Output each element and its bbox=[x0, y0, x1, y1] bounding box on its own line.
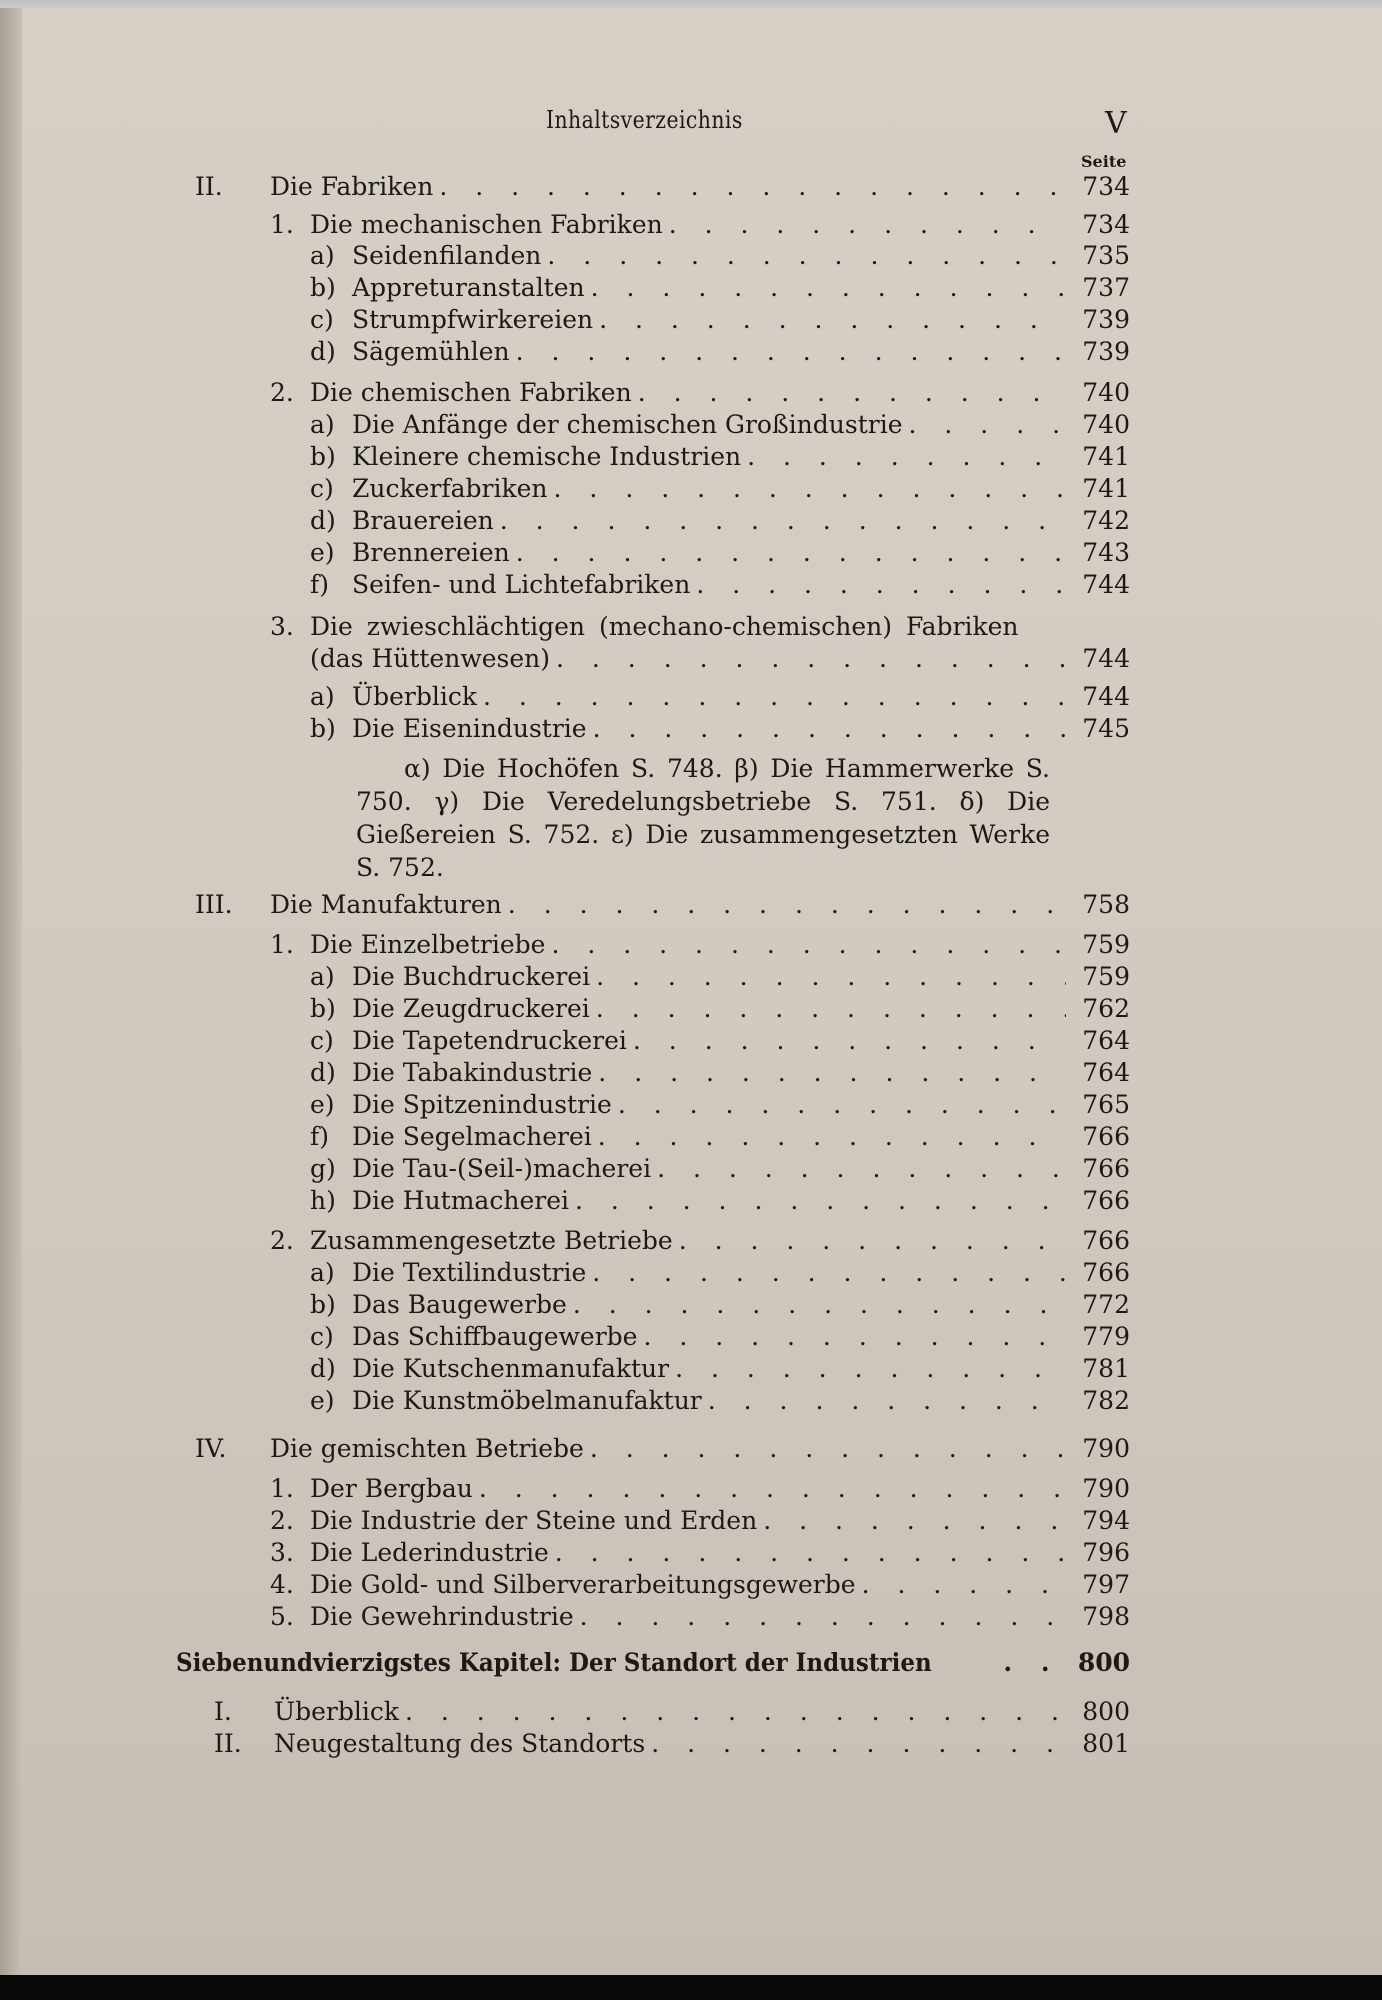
entry-title: Die Textilindustrie bbox=[352, 1258, 587, 1287]
entry-number: a) bbox=[310, 1258, 335, 1287]
toc-entry bbox=[310, 1386, 1130, 1416]
entry-number: d) bbox=[310, 1354, 336, 1383]
entry-title: Zuckerfabriken bbox=[352, 474, 548, 503]
dot-leader bbox=[598, 1122, 1066, 1152]
entry-number: a) bbox=[310, 241, 335, 270]
toc-entry bbox=[310, 682, 1130, 712]
toc-entry bbox=[310, 1154, 1130, 1184]
entry-number: II. bbox=[195, 172, 223, 201]
entry-number: a) bbox=[310, 410, 335, 439]
dot-leader bbox=[596, 962, 1066, 992]
entry-page: 737 bbox=[1082, 273, 1130, 302]
entry-number: c) bbox=[310, 305, 334, 334]
toc-entry bbox=[310, 1058, 1130, 1088]
dot-leader bbox=[500, 506, 1066, 536]
dot-leader bbox=[439, 172, 1066, 202]
entry-number: 2. bbox=[270, 378, 294, 407]
entry-title: Die Tabakindustrie bbox=[352, 1058, 593, 1087]
entry-title: Die mechanischen Fabriken bbox=[310, 210, 663, 239]
dot-leader bbox=[479, 1474, 1066, 1504]
dot-leader bbox=[598, 1058, 1066, 1088]
toc-entry bbox=[310, 442, 1130, 472]
entry-number: 2. bbox=[270, 1506, 294, 1535]
entry-number: 2. bbox=[270, 1226, 294, 1255]
dot-leader bbox=[747, 442, 1066, 472]
entry-title: Die Manufakturen bbox=[270, 890, 502, 919]
dot-leader bbox=[405, 1697, 1066, 1727]
toc-entry bbox=[310, 714, 1130, 744]
entry-title: Die Eisenindustrie bbox=[352, 714, 587, 743]
toc-entry bbox=[310, 538, 1130, 568]
entry-page: 800 bbox=[1082, 1697, 1130, 1726]
dot-leader bbox=[556, 644, 1066, 674]
dot-leader bbox=[592, 1258, 1066, 1288]
entry-page: 797 bbox=[1082, 1570, 1130, 1599]
entry-title: Die chemischen Fabriken bbox=[310, 378, 632, 407]
entry-page: 764 bbox=[1082, 1058, 1130, 1087]
entry-title: Zusammengesetzte Betriebe bbox=[310, 1226, 673, 1255]
entry-number: e) bbox=[310, 1386, 335, 1415]
entry-number: III. bbox=[195, 890, 233, 919]
toc-entry bbox=[195, 890, 1130, 920]
entry-number: 3. bbox=[270, 1538, 294, 1567]
entry-page: 741 bbox=[1082, 442, 1130, 471]
entry-number: b) bbox=[310, 442, 336, 471]
page-column-label: Seite bbox=[1081, 152, 1127, 171]
toc-entry bbox=[310, 337, 1130, 367]
entry-title: Sägemühlen bbox=[352, 337, 510, 366]
entry-page: 790 bbox=[1082, 1474, 1130, 1503]
entry-title: Neugestaltung des Standorts bbox=[274, 1729, 646, 1758]
dot-leader bbox=[596, 994, 1066, 1024]
entry-title: Die Kutschenmanufaktur bbox=[352, 1354, 670, 1383]
entry-title: Appreturanstalten bbox=[352, 273, 585, 302]
entry-title: Die Einzelbetriebe bbox=[310, 930, 546, 959]
entry-number: f) bbox=[310, 1122, 330, 1151]
entry-page: 782 bbox=[1082, 1386, 1130, 1415]
entry-title: Überblick bbox=[352, 682, 477, 711]
toc-entry bbox=[310, 1186, 1130, 1216]
entry-title: Brauereien bbox=[352, 506, 494, 535]
chapter-title: Siebenundvierzigstes Kapitel: Der Standort der Industrien bbox=[176, 1648, 932, 1677]
entry-page: 779 bbox=[1082, 1322, 1130, 1351]
dot-leader bbox=[573, 1290, 1066, 1320]
entry-page: 781 bbox=[1082, 1354, 1130, 1383]
toc-entry bbox=[270, 1570, 1130, 1600]
entry-title: Brennereien bbox=[352, 538, 510, 567]
entry-page: 800 bbox=[1077, 1648, 1130, 1677]
entry-number: b) bbox=[310, 1290, 336, 1319]
entry-title: Die Gewehrindustrie bbox=[310, 1602, 574, 1631]
toc-entry bbox=[270, 1226, 1130, 1256]
entry-page: 766 bbox=[1082, 1154, 1130, 1183]
entry-number: b) bbox=[310, 714, 336, 743]
dot-leader bbox=[599, 305, 1066, 335]
entry-title: Überblick bbox=[274, 1697, 399, 1726]
entry-page: 801 bbox=[1082, 1729, 1130, 1758]
dot-leader bbox=[516, 538, 1066, 568]
entry-page: 766 bbox=[1082, 1186, 1130, 1215]
chapter-heading bbox=[176, 1648, 1130, 1678]
toc-entry bbox=[270, 378, 1130, 408]
entry-number: 5. bbox=[270, 1602, 294, 1631]
page-number: V bbox=[1105, 106, 1128, 141]
entry-title: Das Schiffbaugewerbe bbox=[352, 1322, 638, 1351]
dot-leader bbox=[547, 241, 1066, 271]
dot-leader bbox=[669, 210, 1066, 240]
entry-title: Strumpfwirkereien bbox=[352, 305, 594, 334]
entry-page: 796 bbox=[1082, 1538, 1130, 1567]
entry-number: c) bbox=[310, 1322, 334, 1351]
dot-leader bbox=[633, 1026, 1066, 1056]
entry-title: Das Baugewerbe bbox=[352, 1290, 567, 1319]
entry-title: Die zwieschlächtigen (mechano-chemischen) Fabriken bbox=[310, 612, 1019, 641]
entry-title: Die Tapetendruckerei bbox=[352, 1026, 627, 1055]
toc-entry bbox=[310, 1122, 1130, 1152]
entry-page: 739 bbox=[1082, 305, 1130, 334]
entry-page: 740 bbox=[1082, 410, 1130, 439]
entry-title: Seifen- und Lichtefabriken bbox=[352, 570, 691, 599]
entry-title: Der Bergbau bbox=[310, 1474, 473, 1503]
entry-number: a) bbox=[310, 682, 335, 711]
toc-entry bbox=[310, 474, 1130, 504]
toc-entry bbox=[270, 1474, 1130, 1504]
toc-entry bbox=[270, 210, 1130, 240]
entry-title: Die Anfänge der chemischen Großindustrie bbox=[352, 410, 903, 439]
entry-number: d) bbox=[310, 337, 336, 366]
toc-entry bbox=[270, 612, 1130, 642]
toc-entry bbox=[310, 1322, 1130, 1352]
entry-title: Seidenfilanden bbox=[352, 241, 542, 270]
dot-leader bbox=[590, 1434, 1066, 1464]
toc-entry bbox=[195, 172, 1130, 202]
entry-page: 744 bbox=[1082, 682, 1130, 711]
entry-number: 1. bbox=[270, 210, 294, 239]
toc-entry-continuation bbox=[310, 644, 1130, 674]
entry-page: 744 bbox=[1082, 570, 1130, 599]
dot-leader bbox=[591, 273, 1066, 303]
entry-title: Die gemischten Betriebe bbox=[270, 1434, 584, 1463]
entry-page: 762 bbox=[1082, 994, 1130, 1023]
entry-page: 743 bbox=[1082, 538, 1130, 567]
toc-entry bbox=[270, 1506, 1130, 1536]
toc-entry bbox=[270, 1538, 1130, 1568]
dot-leader bbox=[580, 1602, 1066, 1632]
entry-page: 742 bbox=[1082, 506, 1130, 535]
entry-number: 4. bbox=[270, 1570, 294, 1599]
entry-number: a) bbox=[310, 962, 335, 991]
dot-leader bbox=[593, 714, 1066, 744]
entry-page: 734 bbox=[1082, 172, 1130, 201]
toc-entry bbox=[310, 506, 1130, 536]
entry-number: I. bbox=[214, 1697, 232, 1726]
toc-entry bbox=[310, 962, 1130, 992]
toc-entry bbox=[270, 930, 1130, 960]
dot-leader bbox=[483, 682, 1066, 712]
entry-title: Die Spitzenindustrie bbox=[352, 1090, 612, 1119]
entry-page: 794 bbox=[1082, 1506, 1130, 1535]
toc-entry bbox=[310, 305, 1130, 335]
entry-title: Die Fabriken bbox=[270, 172, 434, 201]
entry-number: d) bbox=[310, 506, 336, 535]
entry-title: Die Zeugdruckerei bbox=[352, 994, 590, 1023]
entry-number: b) bbox=[310, 994, 336, 1023]
toc-entry bbox=[270, 1602, 1130, 1632]
entry-page: 798 bbox=[1082, 1602, 1130, 1631]
entry-page: 764 bbox=[1082, 1026, 1130, 1055]
dot-leader bbox=[763, 1506, 1066, 1536]
toc-entry bbox=[310, 241, 1130, 271]
eisenindustrie-subsections: α) Die Hochöfen S. 748. β) Die Hammerwerke S. 750. γ) Die Veredelungsbetriebe S. 751. δ) Die Gießereien S. 752. ε) Die zusammengesetzten Werke S. 752. bbox=[356, 754, 1050, 882]
dot-leader bbox=[909, 410, 1066, 440]
toc-entry bbox=[310, 1290, 1130, 1320]
entry-page: 765 bbox=[1082, 1090, 1130, 1119]
entry-page: 739 bbox=[1082, 337, 1130, 366]
entry-number: b) bbox=[310, 273, 336, 302]
running-title: Inhaltsverzeichnis bbox=[546, 106, 743, 134]
entry-number: 1. bbox=[270, 930, 294, 959]
entry-title: Die Tau-(Seil-)macherei bbox=[352, 1154, 652, 1183]
toc-entry bbox=[195, 1434, 1130, 1464]
entry-page: 744 bbox=[1082, 644, 1130, 673]
toc-entry bbox=[310, 273, 1130, 303]
entry-page: 734 bbox=[1082, 210, 1130, 239]
dot-leader bbox=[862, 1570, 1066, 1600]
dot-leader bbox=[516, 337, 1066, 367]
entry-number: h) bbox=[310, 1186, 336, 1215]
entry-page: 766 bbox=[1082, 1258, 1130, 1287]
dot-leader bbox=[554, 474, 1066, 504]
toc-entry bbox=[310, 1090, 1130, 1120]
toc-entry bbox=[310, 570, 1130, 600]
dot-leader bbox=[657, 1154, 1066, 1184]
entry-number: e) bbox=[310, 1090, 335, 1119]
entry-number: g) bbox=[310, 1154, 336, 1183]
dot-leader bbox=[555, 1538, 1066, 1568]
toc-entry bbox=[310, 994, 1130, 1024]
entry-title: Die Hutmacherei bbox=[352, 1186, 569, 1215]
entry-page: 741 bbox=[1082, 474, 1130, 503]
entry-title: Die Gold- und Silberverarbeitungsgewerbe bbox=[310, 1570, 856, 1599]
dot-leader bbox=[651, 1729, 1066, 1759]
toc-entry bbox=[310, 410, 1130, 440]
entry-number: f) bbox=[310, 570, 330, 599]
dot-leader bbox=[643, 1322, 1066, 1352]
entry-page: 759 bbox=[1082, 930, 1130, 959]
dot-leader bbox=[679, 1226, 1066, 1256]
entry-page: 766 bbox=[1082, 1122, 1130, 1151]
entry-title: Die Industrie der Steine und Erden bbox=[310, 1506, 758, 1535]
entry-number: e) bbox=[310, 538, 335, 567]
entry-title: Kleinere chemische Industrien bbox=[352, 442, 742, 471]
entry-page: 790 bbox=[1082, 1434, 1130, 1463]
dot-leader bbox=[696, 570, 1066, 600]
toc-entry bbox=[214, 1697, 1130, 1727]
entry-number: 3. bbox=[270, 612, 294, 641]
dot-leader bbox=[618, 1090, 1066, 1120]
entry-number: IV. bbox=[195, 1434, 227, 1463]
entry-page: 759 bbox=[1082, 962, 1130, 991]
entry-page: 766 bbox=[1082, 1226, 1130, 1255]
dot-leader bbox=[1003, 1648, 1066, 1678]
entry-number: d) bbox=[310, 1058, 336, 1087]
dot-leader bbox=[708, 1386, 1066, 1416]
entry-number: 1. bbox=[270, 1474, 294, 1503]
dot-leader bbox=[638, 378, 1066, 408]
entry-title: Die Lederindustrie bbox=[310, 1538, 549, 1567]
dot-leader bbox=[675, 1354, 1066, 1384]
entry-page: 772 bbox=[1082, 1290, 1130, 1319]
toc-entry bbox=[310, 1258, 1130, 1288]
entry-number: II. bbox=[214, 1729, 242, 1758]
entry-page: 745 bbox=[1082, 714, 1130, 743]
entry-title: Die Segelmacherei bbox=[352, 1122, 592, 1151]
entry-title: Die Buchdruckerei bbox=[352, 962, 591, 991]
toc-entry bbox=[214, 1729, 1130, 1759]
dot-leader bbox=[508, 890, 1066, 920]
dot-leader bbox=[551, 930, 1066, 960]
entry-page: 740 bbox=[1082, 378, 1130, 407]
dot-leader bbox=[575, 1186, 1066, 1216]
entry-page: 735 bbox=[1082, 241, 1130, 270]
entry-title: Die Kunstmöbelmanufaktur bbox=[352, 1386, 702, 1415]
entry-page: 758 bbox=[1082, 890, 1130, 919]
toc-entry bbox=[310, 1354, 1130, 1384]
toc-entry bbox=[310, 1026, 1130, 1056]
entry-number: c) bbox=[310, 1026, 334, 1055]
entry-number: c) bbox=[310, 474, 334, 503]
entry-title-continuation: (das Hüttenwesen) bbox=[310, 644, 551, 673]
